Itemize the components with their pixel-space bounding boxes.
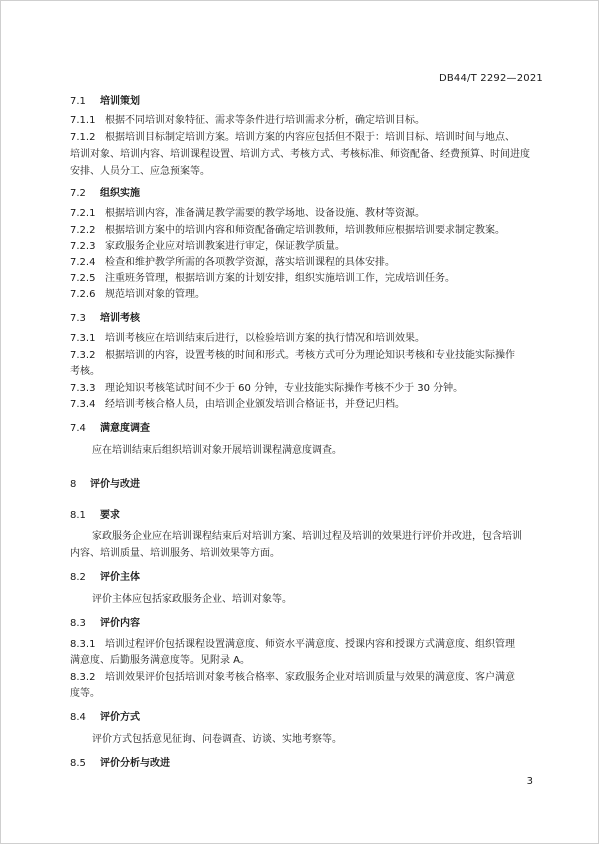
paragraph-7-4: 应在培训结束后组织培训对象开展培训课程满意度调查。 <box>92 445 342 456</box>
paragraph-8-2: 评价主体应包括家政服务企业、培训对象等。 <box>92 594 292 605</box>
section-title: 评价内容 <box>100 618 140 629</box>
paragraph-8-4: 评价方式包括意见征询、问卷调查、访谈、实地考察等。 <box>92 734 342 745</box>
clause-7-2-4 <box>70 255 537 271</box>
clause-7-2-5 <box>70 271 537 287</box>
paragraph-8-1: 家政服务企业应在培训课程结束后对培训方案、培训过程及培训的效果进行评价并改进，包含培训 <box>92 531 522 542</box>
heading-8 <box>70 477 537 493</box>
clause-number: 7.3.3 <box>70 383 96 394</box>
section-number: 7.1 <box>70 96 86 107</box>
clause-number: 7.2.6 <box>70 289 96 300</box>
section-title: 评价与改进 <box>90 479 140 490</box>
clause-number: 7.3.4 <box>70 399 96 410</box>
clause-number: 7.1.2 <box>70 132 96 143</box>
clause-8-3-2 <box>70 670 537 686</box>
section-title: 培训考核 <box>100 313 140 324</box>
section-number: 8.3 <box>70 618 86 629</box>
clause-7-2-2 <box>70 223 537 239</box>
heading-7-1 <box>70 94 537 110</box>
clause-text: 培训效果评价包括培训对象考核合格率、家政服务企业对培训质量与效果的满意度、客户满意 <box>105 672 515 683</box>
clause-7-1-2-continued: 培训对象、培训内容、培训课程设置、培训方式、考核方式、考核标准、师资配备、经费预算、时间进度安排、人员分工、应急预案等。 <box>70 149 530 177</box>
section-title: 评价主体 <box>100 572 140 583</box>
section-number: 7.3 <box>70 313 86 324</box>
clause-7-1-1 <box>70 113 537 129</box>
clause-8-3-1 <box>70 637 537 653</box>
clause-text: 理论知识考核笔试时间不少于 60 分钟，专业技能实际操作考核不少于 30 分钟。 <box>105 383 464 394</box>
section-title: 评价分析与改进 <box>100 758 170 769</box>
section-title: 培训策划 <box>100 96 140 107</box>
clause-8-3-2-continued: 度等。 <box>70 688 100 699</box>
heading-7-2 <box>70 186 537 202</box>
clause-text: 根据培训的内容，设置考核的时间和形式。考核方式可分为理论知识考核和专业技能实际操作 <box>105 350 515 361</box>
section-title: 组织实施 <box>100 188 140 199</box>
clause-7-2-3 <box>70 239 537 255</box>
heading-8-4 <box>70 710 537 726</box>
clause-text: 经培训考核合格人员，由培训企业颁发培训合格证书，并登记归档。 <box>105 399 405 410</box>
document-code: DB44/T 2292—2021 <box>438 73 543 84</box>
clause-number: 7.2.4 <box>70 257 96 268</box>
section-number: 7.4 <box>70 423 86 434</box>
clause-text: 规范培训对象的管理。 <box>105 289 205 300</box>
heading-8-3 <box>70 616 537 632</box>
heading-8-5 <box>70 756 537 772</box>
clause-text: 培训过程评价包括课程设置满意度、师资水平满意度、授课内容和授课方式满意度、组织管理 <box>105 639 515 650</box>
section-number: 8.1 <box>70 510 86 521</box>
clause-text: 根据不同培训对象特征、需求等条件进行培训需求分析，确定培训目标。 <box>105 115 425 126</box>
section-number: 8.2 <box>70 572 86 583</box>
clause-number: 7.3.2 <box>70 350 96 361</box>
clause-text: 注重班务管理，根据培训方案的计划安排，组织实施培训工作，完成培训任务。 <box>105 273 455 284</box>
section-number: 8.4 <box>70 712 86 723</box>
clause-text: 家政服务企业应对培训教案进行审定，保证教学质量。 <box>105 241 345 252</box>
clause-7-3-2 <box>70 348 537 364</box>
clause-number: 8.3.1 <box>70 639 96 650</box>
section-number: 8.5 <box>70 758 86 769</box>
clause-number: 7.2.2 <box>70 225 96 236</box>
clause-number: 7.3.1 <box>70 333 96 344</box>
section-number: 8 <box>70 479 77 490</box>
section-title: 要求 <box>100 510 120 521</box>
heading-8-1 <box>70 508 537 524</box>
clause-number: 7.2.5 <box>70 273 96 284</box>
page-number: 3 <box>526 776 533 787</box>
clause-number: 7.1.1 <box>70 115 96 126</box>
paragraph-8-1-continued: 内容、培训质量、培训服务、培训效果等方面。 <box>70 548 280 559</box>
section-title: 满意度调查 <box>100 423 150 434</box>
clause-7-1-2 <box>70 130 537 146</box>
clause-7-2-1 <box>70 206 537 222</box>
clause-7-3-2-continued: 考核。 <box>70 366 100 377</box>
clause-7-3-4 <box>70 397 537 413</box>
clause-7-3-1 <box>70 331 537 347</box>
heading-8-2 <box>70 570 537 586</box>
clause-text: 根据培训目标制定培训方案。培训方案的内容应包括但不限于：培训目标、培训时间与地点、 <box>105 132 515 143</box>
clause-number: 7.2.1 <box>70 208 96 219</box>
heading-7-3 <box>70 311 537 327</box>
clause-text: 检查和维护教学所需的各项教学资源，落实培训课程的具体安排。 <box>105 257 395 268</box>
section-title: 评价方式 <box>100 712 140 723</box>
clause-7-2-6 <box>70 287 537 303</box>
clause-8-3-1-continued: 满意度、后勤服务满意度等。见附录 A。 <box>70 655 251 666</box>
clause-number: 7.2.3 <box>70 241 96 252</box>
clause-text: 根据培训内容，准备满足教学需要的教学场地、设备设施、教材等资源。 <box>105 208 425 219</box>
clause-number: 8.3.2 <box>70 672 96 683</box>
clause-text: 培训考核应在培训结束后进行，以检验培训方案的执行情况和培训效果。 <box>105 333 425 344</box>
section-number: 7.2 <box>70 188 86 199</box>
clause-7-3-3 <box>70 381 537 397</box>
clause-text: 根据培训方案中的培训内容和师资配备确定培训教师，培训教师应根据培训要求制定教案。 <box>105 225 505 236</box>
heading-7-4 <box>70 421 537 437</box>
